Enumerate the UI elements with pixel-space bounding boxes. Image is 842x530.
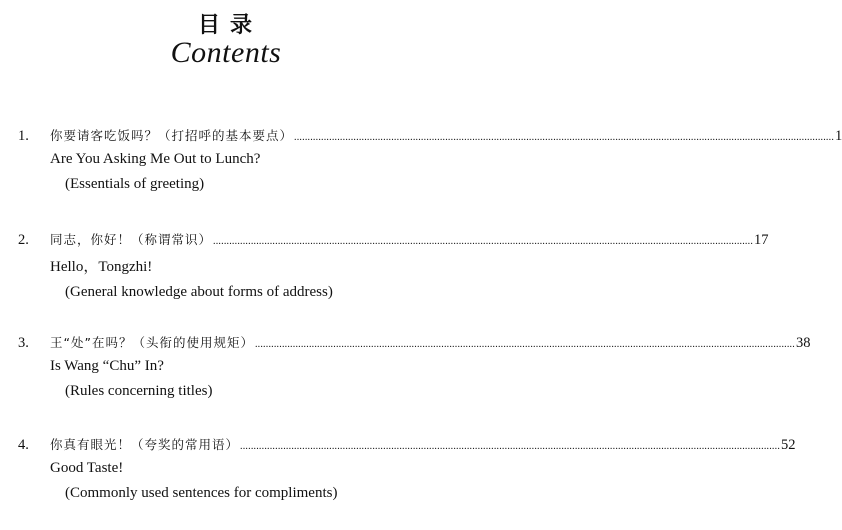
toc-entry-english-title: Hello，Tongzhi! — [50, 259, 153, 275]
toc-entry-subtitle: (Essentials of greeting) — [65, 176, 205, 192]
toc-entry-1[interactable] — [18, 126, 842, 193]
toc-entry-subtitle: (Rules concerning titles) — [65, 383, 213, 399]
toc-entry-english-title: Is Wang “Chu” In? — [50, 358, 164, 374]
toc-entry-page-number: 38 — [795, 335, 811, 351]
toc-entry-page-number: 17 — [754, 232, 769, 248]
toc-entry-heading — [18, 333, 811, 353]
leader-dots: ........................................................................................................................................................................................................ — [213, 236, 754, 247]
toc-entry-heading — [18, 230, 769, 250]
toc-entry-english-title: Are You Asking Me Out to Lunch? — [50, 151, 261, 167]
toc-entry-page-number: 1 — [835, 128, 842, 144]
toc-entry-chinese-title: 王“处”在吗？（头衔的使用规矩） — [50, 335, 254, 350]
leader-dots: ........................................................................................................................................................................................................ — [240, 441, 781, 452]
page-title-chinese: 目录 — [197, 12, 262, 38]
leader-dots: ........................................................................................................................................................................................................ — [254, 339, 795, 350]
toc-entry-subtitle: (General knowledge about forms of address) — [65, 284, 333, 300]
toc-entry-chinese-title: 你要请客吃饭吗？（打招呼的基本要点） — [50, 128, 294, 143]
toc-entry-3[interactable] — [18, 333, 811, 400]
toc-entry-chinese-title: 同志，你好！（称谓常识） — [50, 232, 213, 247]
toc-entry-number: 1. — [18, 128, 29, 144]
toc-entry-page-number: 52 — [781, 437, 796, 453]
toc-entry-2[interactable] — [18, 230, 769, 301]
toc-entry-number: 4. — [18, 437, 29, 453]
toc-entry-number: 3. — [18, 335, 29, 351]
page-title-english: Contents — [170, 36, 282, 69]
toc-entry-subtitle: (Commonly used sentences for compliments) — [65, 485, 338, 501]
leader-dots: ........................................................................................................................................................................................................ — [294, 132, 835, 143]
toc-entry-number: 2. — [18, 232, 29, 248]
toc-entry-english-title: Good Taste! — [50, 460, 124, 476]
toc-entry-heading — [18, 435, 796, 455]
toc-entry-chinese-title: 你真有眼光！（夸奖的常用语） — [50, 437, 240, 452]
toc-entry-4[interactable] — [18, 435, 796, 502]
toc-entry-heading — [18, 126, 842, 146]
